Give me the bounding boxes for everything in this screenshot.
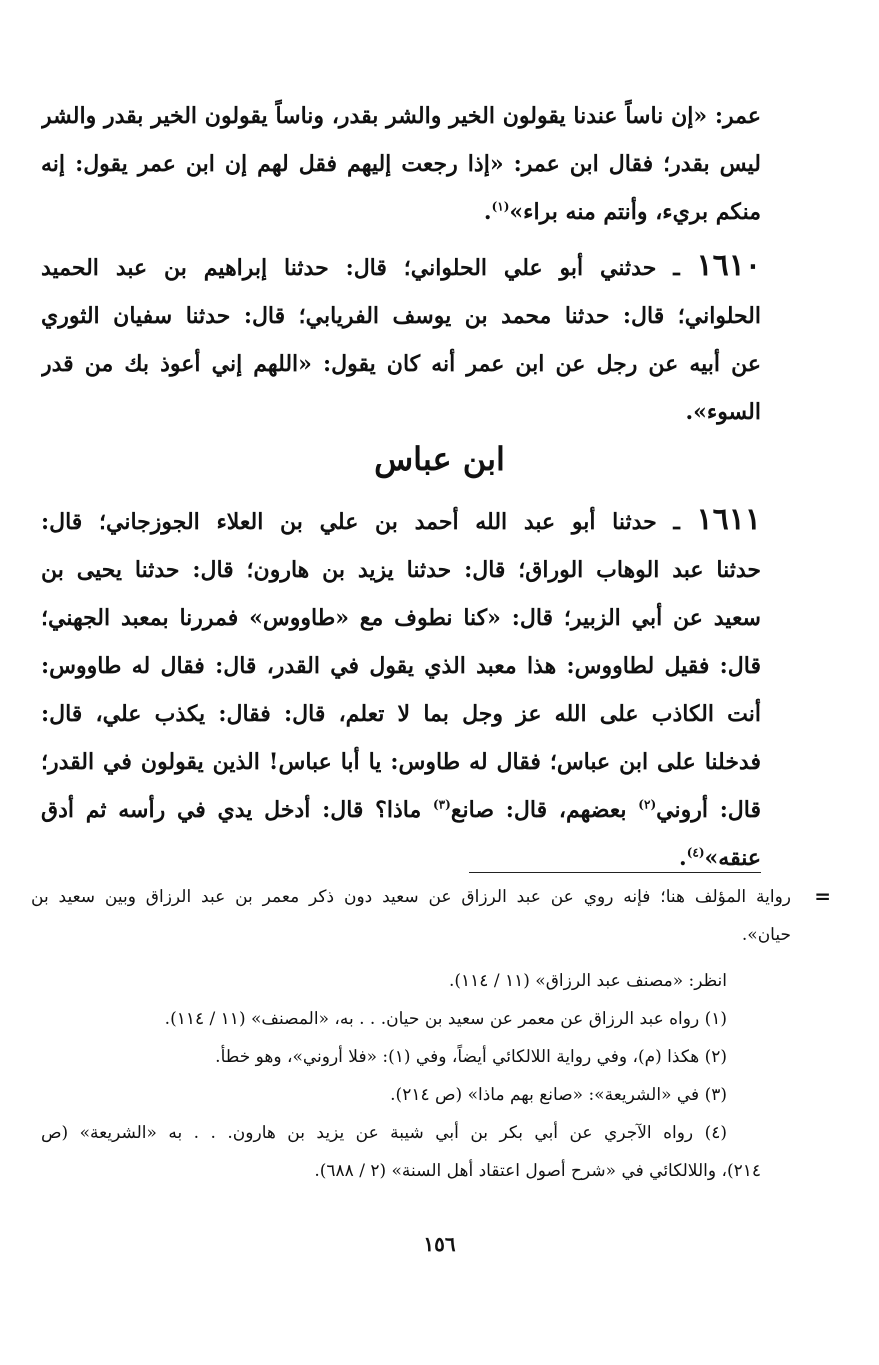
page-number: ١٥٦ — [423, 1232, 456, 1256]
text-line: السوء». — [685, 399, 761, 425]
text-segment: عنقه» — [704, 845, 761, 871]
hadith-number: ١٦١٠ — [696, 248, 761, 283]
continuation-mark: = — [814, 884, 831, 908]
text-line: الحلواني؛ قال: حدثنا محمد بن يوسف الفريابي؛ قال: حدثنا سفيان الثوري — [41, 303, 761, 329]
footnote-3: (٣) في «الشريعة»: «صانع بهم ماذا» (ص ٢١٤). — [390, 1085, 727, 1105]
footnote-line: رواية المؤلف هنا؛ فإنه روي عن عبد الرزاق عن سعيد دون ذكر معمر بن عبد الرزاق وبين سعيد بن — [31, 887, 791, 907]
footnote-ref: (٣) — [432, 797, 451, 812]
text-line: أنت الكاذب على الله عز وجل بما لا تعلم، قال: فقال: يكذب علي، قال: — [41, 701, 761, 727]
hadith-1610 — [41, 242, 761, 436]
text-line: سعيد عن أبي الزبير؛ قال: «كنا نطوف مع «طاووس» فمررنا بمعبد الجهني؛ — [41, 605, 761, 631]
text-line — [41, 834, 761, 882]
text-line: قال: فقيل لطاووس: هذا معبد الذي يقول في القدر، قال: فقال له طاووس: — [41, 653, 761, 679]
footnote-2: (٢) هكذا (م)، وفي رواية اللالكائي أيضاً، وفي (١): «فلا أروني»، وهو خطأ. — [215, 1047, 727, 1067]
text-segment: . — [483, 199, 492, 225]
footnote-4-continuation: ٢١٤)، واللالكائي في «شرح أصول اعتقاد أهل السنة» (٢ / ٦٨٨). — [314, 1161, 761, 1181]
text-line: فدخلنا على ابن عباس؛ فقال له طاوس: يا أبا عباس! الذين يقولون في القدر؛ — [41, 749, 761, 775]
text-segment: منكم بريء، وأنتم منه براء» — [509, 199, 761, 225]
text-line — [41, 242, 761, 292]
text-segment: ـ حدثني أبو علي الحلواني؛ قال: حدثنا إبراهيم بن عبد الحميد — [41, 255, 697, 281]
text-line: عن أبيه عن رجل عن ابن عمر أنه كان يقول: «اللهم إني أعوذ بك من قدر — [41, 351, 761, 377]
hadith-number: ١٦١١ — [696, 502, 761, 537]
paragraph-continuation — [41, 92, 761, 236]
text-line: ليس بقدر؛ فقال ابن عمر: «إذا رجعت إليهم فقل لهم إن ابن عمر يقول: إنه — [41, 151, 761, 177]
footnote-ref: (٤) — [686, 845, 705, 860]
text-line — [41, 496, 761, 546]
footnote-4: (٤) رواه الآجري عن أبي بكر بن أبي شيبة عن يزيد بن هارون. . . به «الشريعة» (ص — [41, 1123, 727, 1143]
text-line — [41, 786, 761, 834]
hadith-1611 — [41, 496, 761, 882]
footnote-ref: (١) — [491, 199, 510, 214]
text-line: حدثنا عبد الوهاب الوراق؛ قال: حدثنا يزيد بن هارون؛ قال: حدثنا يحيى بن — [41, 557, 761, 583]
text-segment: . — [679, 845, 687, 871]
text-line: عمر: «إن ناساً عندنا يقولون الخير والشر بقدر، وناساً يقولون الخير بقدر والشر — [41, 103, 761, 129]
text-line — [41, 188, 761, 236]
text-segment: قال: أروني — [656, 797, 761, 823]
text-segment: ماذا؟ قال: أدخل يدي في رأسه ثم أدق — [41, 797, 433, 823]
footnote-continuation — [31, 878, 791, 954]
footnote-line: حيان». — [741, 925, 791, 945]
text-segment: بعضهم، قال: صانع — [450, 797, 639, 823]
footnote-separator — [469, 872, 761, 873]
footnote-see-also: انظر: «مصنف عبد الرزاق» (١١ / ١١٤). — [449, 971, 727, 991]
text-segment: ـ حدثنا أبو عبد الله أحمد بن علي بن العلاء الجوزجاني؛ قال: — [41, 509, 697, 535]
footnote-ref: (٢) — [638, 797, 657, 812]
footnotes-list — [41, 962, 761, 1190]
section-heading: ابن عباس — [374, 440, 505, 478]
footnote-1: (١) رواه عبد الرزاق عن معمر عن سعيد بن حيان. . . به، «المصنف» (١١ / ١١٤). — [164, 1009, 727, 1029]
